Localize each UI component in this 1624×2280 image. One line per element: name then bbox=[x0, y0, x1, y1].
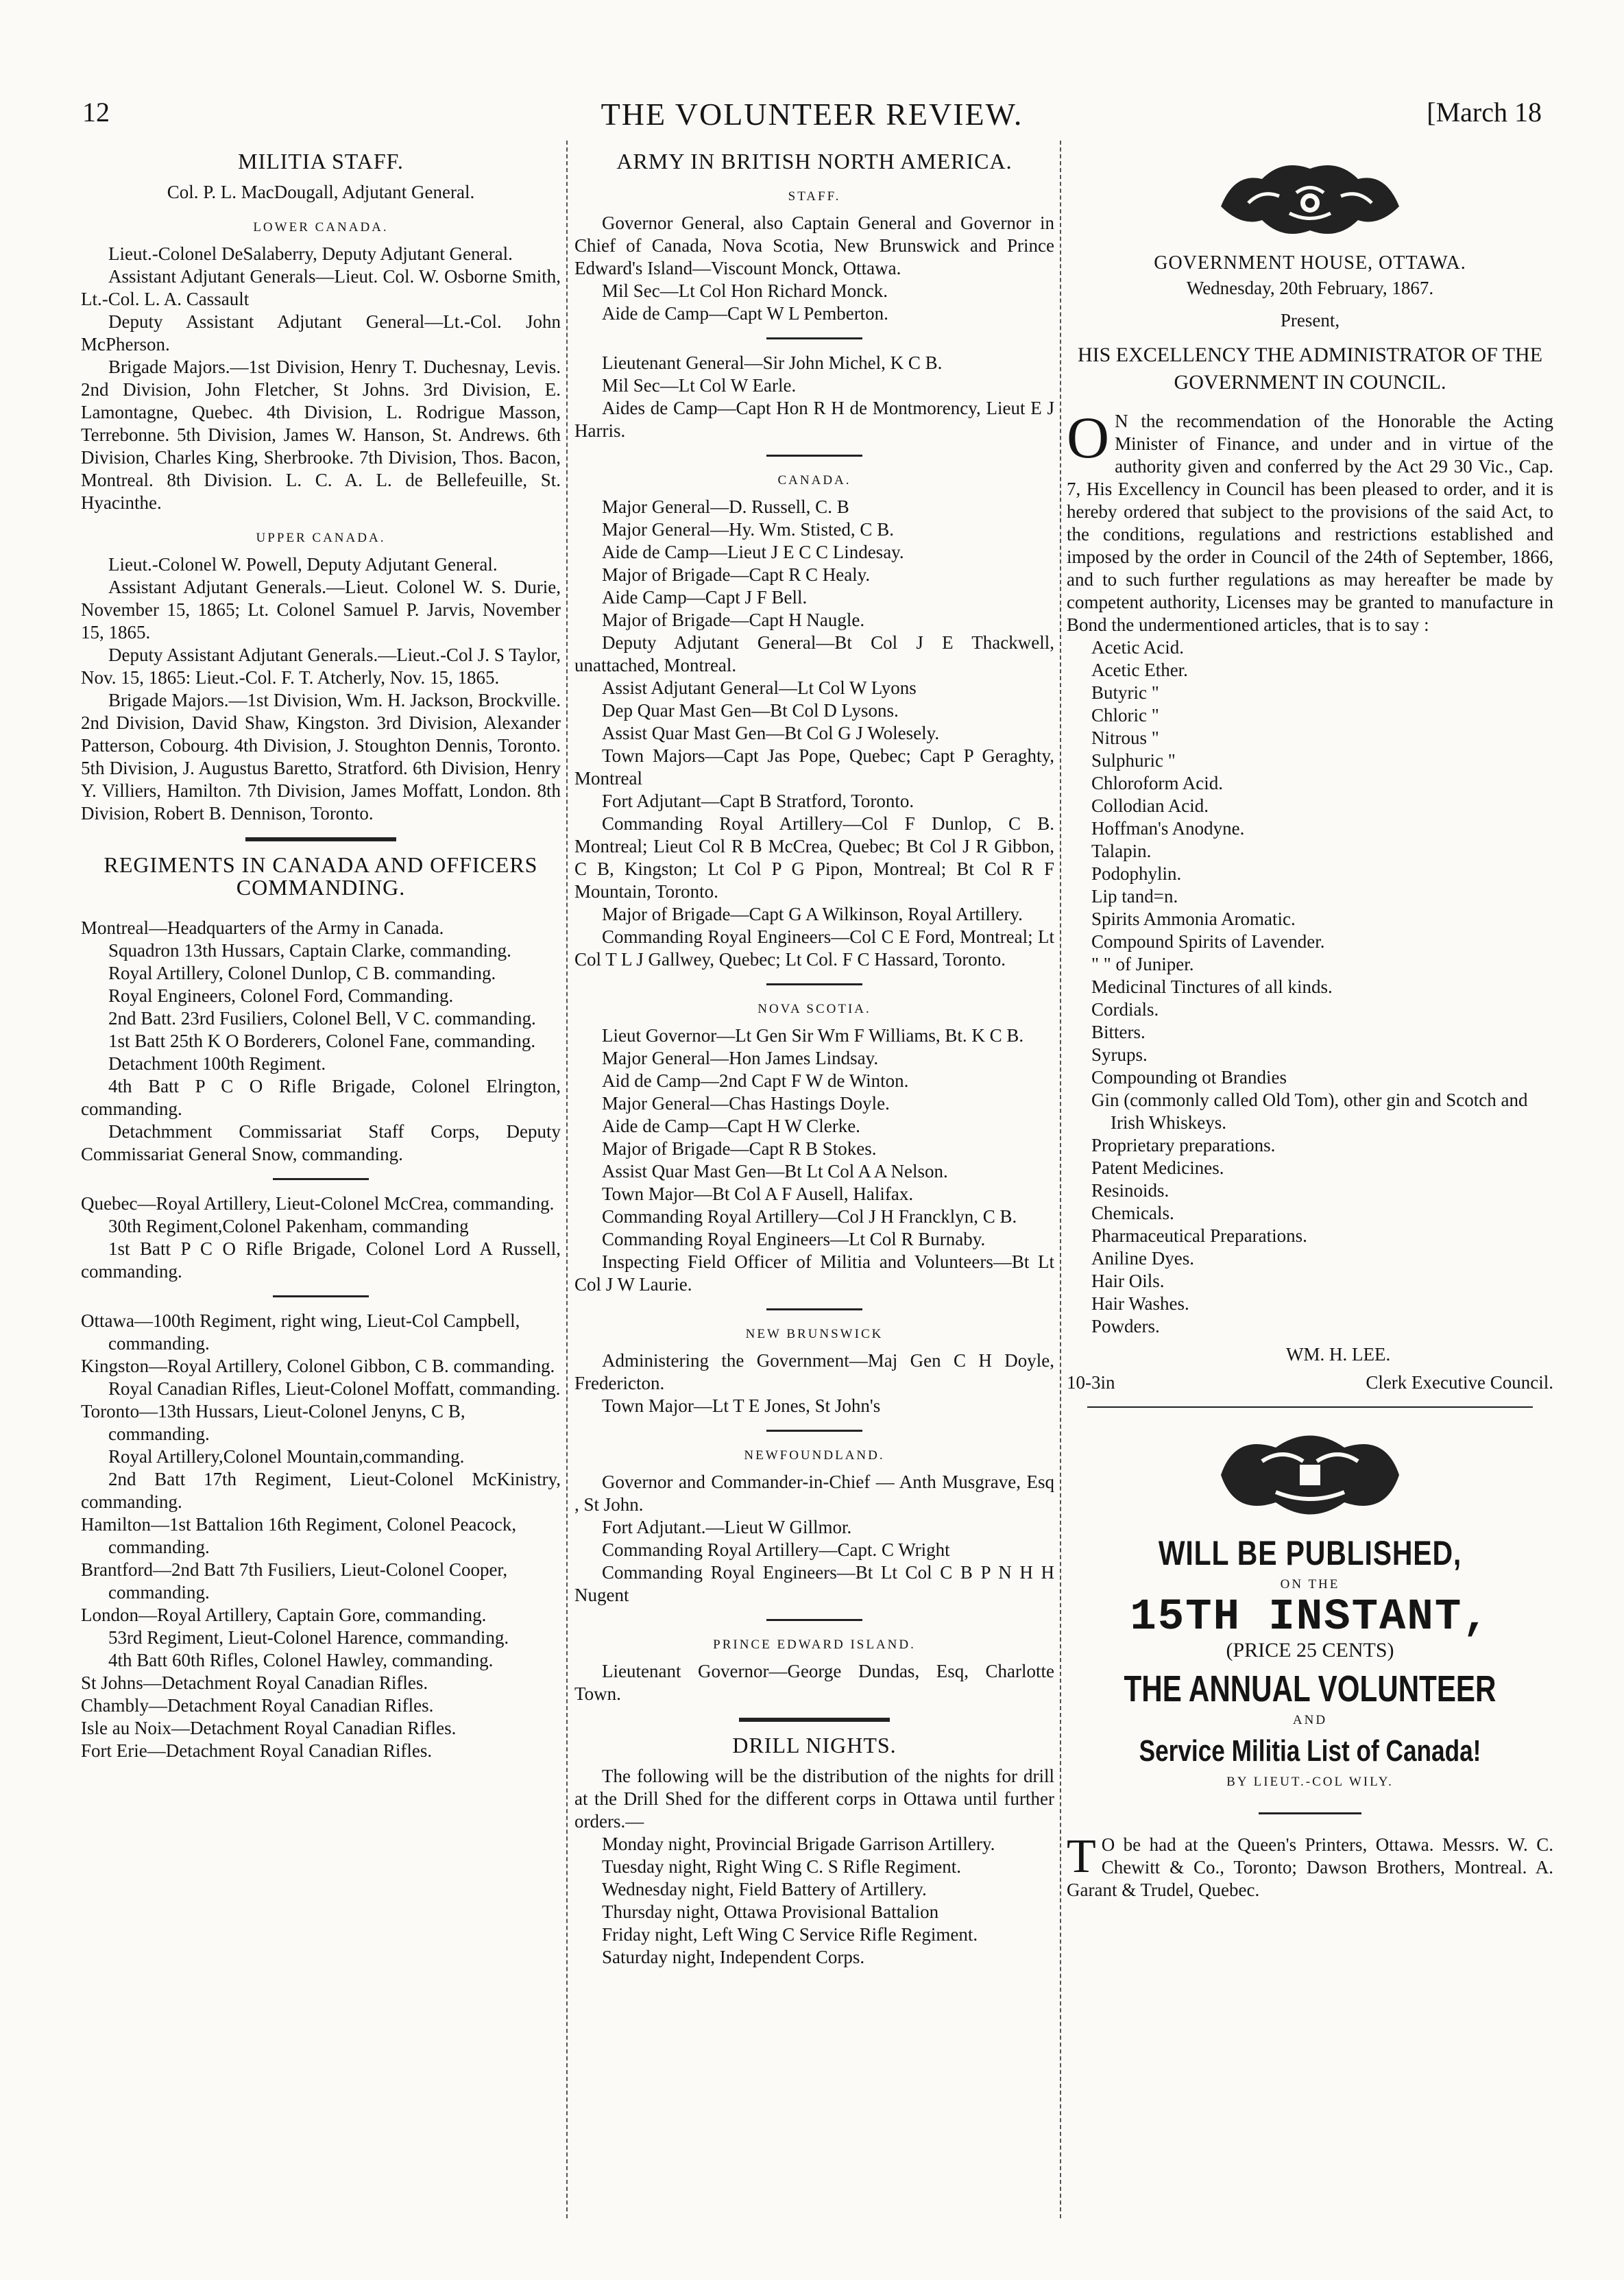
pei-list bbox=[574, 1660, 1054, 1705]
page-header bbox=[82, 96, 1542, 137]
army-entry: Commanding Royal Artillery—Col J H Francklyn, C B. bbox=[602, 1206, 1017, 1227]
army-entry: Assist Quar Mast Gen—Bt Lt Col A A Nelson. bbox=[602, 1161, 948, 1181]
army-entry: Town Major—Lt T E Jones, St John's bbox=[602, 1395, 881, 1416]
excellency-heading: HIS EXCELLENCY THE ADMINISTRATOR OF THE GOVERNMENT IN COUNCIL. bbox=[1077, 344, 1543, 394]
regiment-entry: Fort Erie—Detachment Royal Canadian Rifles. bbox=[81, 1740, 433, 1761]
licensed-article: " " of Juniper. bbox=[1091, 954, 1194, 974]
other-regiments bbox=[81, 1310, 561, 1762]
regiment-entry: Royal Engineers, Colonel Ford, Commanding. bbox=[108, 985, 454, 1006]
divider bbox=[766, 337, 862, 339]
army-entry: Governor and Commander-in-Chief — Anth Musgrave, Esq , St John. bbox=[574, 1472, 1054, 1515]
drill-entry: Tuesday night, Right Wing C. S Rifle Regiment. bbox=[602, 1856, 961, 1877]
army-entry: Lieut Governor—Lt Gen Sir Wm F Williams, Bt. K C B. bbox=[602, 1025, 1024, 1046]
column-government-notice bbox=[1067, 141, 1553, 1901]
army-entry: Deputy Adjutant General—Bt Col J E Thackwell, unattached, Montreal. bbox=[574, 632, 1054, 675]
ad-author: BY LIEUT.-COL WILY. bbox=[1226, 1775, 1394, 1789]
lower-canada-list bbox=[81, 243, 561, 514]
regiment-entry: 2nd Batt. 23rd Fusiliers, Colonel Bell, V C. commanding. bbox=[108, 1008, 536, 1029]
drill-entry: Saturday night, Independent Corps. bbox=[602, 1947, 865, 1967]
page-number: 12 bbox=[82, 97, 110, 128]
ad-price: (PRICE 25 CENTS) bbox=[1226, 1639, 1394, 1661]
staff-entry: Deputy Assistant Adjutant General—Lt.-Col. John McPherson. bbox=[81, 311, 561, 355]
licensed-article: Syrups. bbox=[1091, 1044, 1148, 1065]
regiment-entry: Kingston—Royal Artillery, Colonel Gibbon, C B. commanding. bbox=[81, 1356, 555, 1376]
army-entry: Aides de Camp—Capt Hon R H de Montmorency, Lieut E J Harris. bbox=[574, 398, 1054, 441]
subsection-heading: NEW BRUNSWICK bbox=[745, 1327, 884, 1341]
licensed-article: Patent Medicines. bbox=[1091, 1157, 1224, 1178]
divider bbox=[1259, 1812, 1361, 1814]
licensed-article: Collodian Acid. bbox=[1091, 795, 1209, 816]
army-entry: Lieutenant General—Sir John Michel, K C B. bbox=[602, 352, 943, 373]
licensed-article: Compound Spirits of Lavender. bbox=[1091, 931, 1325, 952]
adjutant-general: Col. P. L. MacDougall, Adjutant General. bbox=[167, 182, 475, 202]
army-entry: Aide Camp—Capt J F Bell. bbox=[602, 587, 808, 608]
staff-entry: Brigade Majors.—1st Division, Henry T. Duchesnay, Levis. 2nd Division, John Fletcher, St Johns. 3rd Division, E. Lamontagne, Quebec. 4th Division, L. Rodrigue Masson, Terrebonne. 5th Division, James W. Hanson, St. Andrews. 6th Division, Charles King, Sherbrooke. 7th Division, Thos. Bacon, Montreal. 8th Division. L. C. A. L. de Bellefeuille, St. Hyacinthe. bbox=[81, 357, 561, 513]
ad-service-militia: Service Militia List of Canada! bbox=[1139, 1734, 1481, 1768]
regiment-entry: 1st Batt 25th K O Borderers, Colonel Fane, commanding. bbox=[108, 1031, 536, 1051]
army-entry: Lieutenant Governor—George Dundas, Esq, Charlotte Town. bbox=[574, 1661, 1054, 1704]
quebec-regiments bbox=[81, 1192, 561, 1283]
army-entry: Commanding Royal Artillery—Capt. C Wright bbox=[602, 1539, 950, 1560]
divider bbox=[245, 837, 396, 841]
drill-entry: Wednesday night, Field Battery of Artillery. bbox=[602, 1879, 927, 1899]
regiment-entry: Toronto—13th Hussars, Lieut-Colonel Jenyns, C B, commanding. bbox=[81, 1401, 465, 1444]
licensed-article: Medicinal Tinctures of all kinds. bbox=[1091, 976, 1333, 997]
licensed-article: Compounding ot Brandies bbox=[1091, 1067, 1287, 1088]
divider bbox=[766, 1308, 862, 1310]
section-title: REGIMENTS IN CANADA AND OFFICERS COMMANDING. bbox=[104, 852, 538, 900]
newfoundland-list bbox=[574, 1471, 1054, 1607]
subsection-heading: UPPER CANADA. bbox=[256, 531, 386, 545]
newspaper-title: THE VOLUNTEER REVIEW. bbox=[601, 97, 1023, 132]
licensed-article: Spirits Ammonia Aromatic. bbox=[1091, 909, 1296, 929]
subsection-heading: NOVA SCOTIA. bbox=[758, 1002, 871, 1016]
divider bbox=[1087, 1406, 1533, 1408]
army-entry: Town Major—Bt Col A F Ausell, Halifax. bbox=[602, 1184, 914, 1204]
ad-headline: WILL BE PUBLISHED, bbox=[1158, 1534, 1462, 1572]
divider bbox=[766, 455, 862, 457]
notice-date: Wednesday, 20th February, 1867. bbox=[1186, 278, 1434, 298]
divider bbox=[766, 1430, 862, 1432]
divider bbox=[273, 1295, 369, 1297]
new-brunswick-list bbox=[574, 1349, 1054, 1417]
divider bbox=[739, 1718, 890, 1722]
regiment-entry: 2nd Batt 17th Regiment, Lieut-Colonel McKinistry, commanding. bbox=[81, 1469, 561, 1512]
licensed-article: Pharmaceutical Preparations. bbox=[1091, 1225, 1307, 1246]
licensed-article: Bitters. bbox=[1091, 1022, 1146, 1042]
regiment-entry: Chambly—Detachment Royal Canadian Rifles. bbox=[81, 1695, 434, 1716]
army-entry: Mil Sec—Lt Col W Earle. bbox=[602, 375, 797, 396]
ad-and: AND bbox=[1292, 1713, 1328, 1727]
army-entry: Major General—Hon James Lindsay. bbox=[602, 1048, 879, 1068]
regiment-entry: Isle au Noix—Detachment Royal Canadian Rifles. bbox=[81, 1718, 457, 1738]
licensed-article: Sulphuric " bbox=[1091, 750, 1176, 771]
royal-coat-of-arms-icon bbox=[1207, 145, 1413, 248]
divider bbox=[273, 1178, 369, 1180]
army-entry: Aide de Camp—Lieut J E C C Lindesay. bbox=[602, 542, 904, 562]
licensed-article: Hair Washes. bbox=[1091, 1293, 1189, 1314]
army-entry: Assist Adjutant General—Lt Col W Lyons bbox=[602, 677, 917, 698]
regiment-entry: Detachmment Commissariat Staff Corps, Deputy Commissariat General Snow, commanding. bbox=[81, 1121, 561, 1164]
army-entry: Major of Brigade—Capt G A Wilkinson, Royal Artillery. bbox=[602, 904, 1023, 924]
section-title: ARMY IN BRITISH NORTH AMERICA. bbox=[616, 149, 1013, 173]
drop-cap: T bbox=[1067, 1830, 1096, 1883]
licensed-article: Lip tand=n. bbox=[1091, 886, 1178, 907]
subsection-heading: LOWER CANADA. bbox=[253, 220, 389, 235]
ad-annual-volunteer: THE ANNUAL VOLUNTEER bbox=[1124, 1668, 1496, 1709]
licensed-article: Acetic Ether. bbox=[1091, 660, 1188, 680]
army-entry: Major of Brigade—Capt H Naugle. bbox=[602, 610, 865, 630]
column-divider bbox=[566, 141, 568, 2218]
column-army bbox=[574, 141, 1054, 1969]
licensed-article: Proprietary preparations. bbox=[1091, 1135, 1276, 1155]
licensed-article: Talapin. bbox=[1091, 841, 1152, 861]
licensed-articles-list bbox=[1067, 636, 1553, 1338]
staff-entry: Assistant Adjutant Generals.—Lieut. Colonel W. S. Durie, November 15, 1865; Lt. Colonel Samuel P. Jarvis, November 15, 1865. bbox=[81, 577, 561, 643]
section-title: MILITIA STAFF. bbox=[238, 149, 404, 173]
army-entry: Mil Sec—Lt Col Hon Richard Monck. bbox=[602, 280, 888, 301]
army-entry: Dep Quar Mast Gen—Bt Col D Lysons. bbox=[602, 700, 899, 721]
drill-entry: Friday night, Left Wing C Service Rifle Regiment. bbox=[602, 1924, 978, 1945]
canada-list bbox=[574, 496, 1054, 971]
ad-on-the: ON THE bbox=[1280, 1577, 1340, 1592]
army-entry: Administering the Government—Maj Gen C H Doyle, Fredericton. bbox=[574, 1350, 1054, 1393]
subsection-heading: PRINCE EDWARD ISLAND. bbox=[713, 1637, 916, 1652]
army-entry: Commanding Royal Engineers—Col C E Ford, Montreal; Lt Col T L J Gallwey, Quebec; Lt Col. F C Hassard, Toronto. bbox=[574, 926, 1054, 970]
licensed-article: Chloric " bbox=[1091, 705, 1159, 725]
licensed-article: Hoffman's Anodyne. bbox=[1091, 818, 1245, 839]
staff-entry: Assistant Adjutant Generals—Lieut. Col. W. Osborne Smith, Lt.-Col. L. A. Cassault bbox=[81, 266, 561, 309]
present-label: Present, bbox=[1280, 310, 1340, 331]
staff-entry: Deputy Assistant Adjutant Generals.—Lieut.-Col J. S Taylor, Nov. 15, 1865: Lieut.-Col. F. T. Atcherly, Nov. 15, 1865. bbox=[81, 645, 561, 688]
signature-footer bbox=[1067, 1371, 1553, 1394]
licensed-article: Gin (commonly called Old Tom), other gin and Scotch and Irish Whiskeys. bbox=[1091, 1090, 1528, 1133]
army-entry: Fort Adjutant—Capt B Stratford, Toronto. bbox=[602, 791, 914, 811]
regiment-entry: 30th Regiment,Colonel Pakenham, commanding bbox=[108, 1216, 469, 1236]
army-entry: Aide de Camp—Capt H W Clerke. bbox=[602, 1116, 860, 1136]
army-entry: Assist Quar Mast Gen—Bt Col G J Wolesely. bbox=[602, 723, 940, 743]
army-entry: Commanding Royal Engineers—Lt Col R Burnaby. bbox=[602, 1229, 986, 1249]
regiment-entry: Hamilton—1st Battalion 16th Regiment, Colonel Peacock, commanding. bbox=[81, 1514, 517, 1557]
regiment-entry: London—Royal Artillery, Captain Gore, commanding. bbox=[81, 1605, 487, 1625]
licensed-article: Aniline Dyes. bbox=[1091, 1248, 1194, 1269]
army-entry: Major of Brigade—Capt R B Stokes. bbox=[602, 1138, 877, 1159]
regiment-entry: Squadron 13th Hussars, Captain Clarke, commanding. bbox=[108, 940, 511, 961]
regiment-entry: Brantford—2nd Batt 7th Fusiliers, Lieut-Colonel Cooper, commanding. bbox=[81, 1559, 508, 1603]
army-entry: Governor General, also Captain General and Governor in Chief of Canada, Nova Scotia, New Brunswick and Prince Edward's Island—Viscount Monck, Ottawa. bbox=[574, 213, 1054, 278]
column-militia-staff bbox=[81, 141, 561, 1762]
signature-block bbox=[1067, 1343, 1553, 1366]
regiment-entry: 1st Batt P C O Rifle Brigade, Colonel Lord A Russell, commanding. bbox=[81, 1238, 561, 1282]
subsection-heading: CANADA. bbox=[777, 473, 851, 488]
army-entry: Major General—D. Russell, C. B bbox=[602, 496, 849, 517]
regiment-entry: Montreal—Headquarters of the Army in Canada. bbox=[81, 917, 444, 938]
regiment-entry: 4th Batt P C O Rifle Brigade, Colonel Elrington, commanding. bbox=[81, 1076, 561, 1119]
licensed-article: Cordials. bbox=[1091, 999, 1159, 1020]
licensed-article: Resinoids. bbox=[1091, 1180, 1169, 1201]
subsection-heading: NEWFOUNDLAND. bbox=[744, 1448, 885, 1463]
regiment-entry: Ottawa—100th Regiment, right wing, Lieut-Col Campbell, commanding. bbox=[81, 1310, 520, 1354]
regiment-entry: Detachment 100th Regiment. bbox=[108, 1053, 326, 1074]
section-title: DRILL NIGHTS. bbox=[732, 1733, 897, 1757]
licensed-article: Powders. bbox=[1091, 1316, 1160, 1336]
drill-entry: Monday night, Provincial Brigade Garrison Artillery. bbox=[602, 1834, 995, 1854]
ad-instant: 15TH INSTANT, bbox=[1130, 1593, 1490, 1642]
order-paragraph: O N the recommendation of the Honorable the Acting Minister of Finance, and under and in virtue of the authority given and conferred by the Act 29 30 Vic., Cap. 7, His Excellency in Council has been pleased to order, and it is hereby ordered that subject to the provisions of the said Act, to the conditions, regulations and restrictions established and imposed by the order in Council of the 24th of September, 1866, and to such further regulations as may hereafter be made by competent authority, Licenses may be granted to manufacture in Bond the undermentioned articles, that is to say : bbox=[1067, 405, 1553, 635]
government-house: GOVERNMENT HOUSE, OTTAWA. bbox=[1154, 252, 1466, 274]
army-entry: Commanding Royal Engineers—Bt Lt Col C B P N H H Nugent bbox=[574, 1562, 1054, 1605]
licensed-article: Acetic Acid. bbox=[1091, 637, 1184, 658]
staff-list bbox=[574, 212, 1054, 325]
drill-nights-list bbox=[574, 1765, 1054, 1969]
army-entry: Major General—Hy. Wm. Stisted, C B. bbox=[602, 519, 894, 540]
licensed-article: Chloroform Acid. bbox=[1091, 773, 1223, 793]
regiment-entry: St Johns—Detachment Royal Canadian Rifles. bbox=[81, 1672, 428, 1693]
army-entry: Major of Brigade—Capt R C Healy. bbox=[602, 564, 871, 585]
subsection-heading: STAFF. bbox=[788, 189, 841, 204]
reference-code: 10-3in bbox=[1067, 1372, 1115, 1393]
issue-date: [March 18 bbox=[1427, 97, 1542, 128]
regiment-entry: Royal Artillery, Colonel Dunlop, C B. commanding. bbox=[108, 963, 496, 983]
regiment-entry: 53rd Regiment, Lieut-Colonel Harence, commanding. bbox=[108, 1627, 509, 1648]
signer-name: WM. H. LEE. bbox=[1286, 1344, 1391, 1365]
staff-entry: Lieut.-Colonel DeSalaberry, Deputy Adjutant General. bbox=[108, 243, 513, 264]
army-entry: Major General—Chas Hastings Doyle. bbox=[602, 1093, 890, 1114]
drill-entry: Thursday night, Ottawa Provisional Battalion bbox=[602, 1901, 939, 1922]
column-divider bbox=[1060, 141, 1061, 2218]
crest-ornament-icon bbox=[1200, 1420, 1420, 1530]
upper-canada-list bbox=[81, 553, 561, 825]
divider bbox=[766, 983, 862, 985]
drill-entry: The following will be the distribution of the nights for drill at the Drill Shed for the different corps in Ottawa until further orders.— bbox=[574, 1766, 1054, 1832]
regiment-entry: Royal Canadian Rifles, Lieut-Colonel Moffatt, commanding. bbox=[108, 1378, 561, 1399]
regiment-entry: 4th Batt 60th Rifles, Colonel Hawley, commanding. bbox=[108, 1650, 494, 1670]
staff-entry: Brigade Majors.—1st Division, Wm. H. Jackson, Brockville. 2nd Division, David Shaw, Kingston. 3rd Division, Alexander Patterson, Cobourg. 4th Division, J. Stoughton Dennis, Toronto. 5th Division, J. Augustus Baretto, Stratford. 6th Division, Henry Y. Villiers, Hamilton. 7th Division, James Moffatt, London. 8th Division, Robert B. Dennison, Toronto. bbox=[81, 690, 561, 824]
staff-entry: Lieut.-Colonel W. Powell, Deputy Adjutant General. bbox=[108, 554, 498, 575]
licensed-article: Butyric " bbox=[1091, 682, 1159, 703]
nova-scotia-list bbox=[574, 1024, 1054, 1296]
divider bbox=[766, 1619, 862, 1621]
army-entry: Commanding Royal Artillery—Col F Dunlop, C B. Montreal; Lieut Col R B McCrea, Quebec; Bt Col J R Gibbon, C B, Kingston; Lt Col P G Pipon, Montreal; Bt Col R F Mountain, Toronto. bbox=[574, 813, 1054, 902]
army-entry: Aid de Camp—2nd Capt F W de Winton. bbox=[602, 1070, 909, 1091]
licensed-article: Chemicals. bbox=[1091, 1203, 1174, 1223]
staff-list-2 bbox=[574, 352, 1054, 442]
licensed-article: Hair Oils. bbox=[1091, 1271, 1165, 1291]
licensed-article: Podophylin. bbox=[1091, 863, 1182, 884]
clerk-title: Clerk Executive Council. bbox=[1366, 1372, 1553, 1393]
ad-availability: T O be had at the Queen's Printers, Ottawa. Messrs. W. C. Chewitt & Co., Toronto; Dawson Brothers, Montreal. A. Garant & Trudel, Quebec. bbox=[1067, 1830, 1553, 1900]
montreal-regiments bbox=[81, 917, 561, 1166]
regiment-entry: Royal Artillery,Colonel Mountain,commanding. bbox=[108, 1446, 465, 1467]
army-entry: Town Majors—Capt Jas Pope, Quebec; Capt P Geraghty, Montreal bbox=[574, 745, 1054, 789]
army-entry: Aide de Camp—Capt W L Pemberton. bbox=[602, 303, 888, 324]
army-entry: Fort Adjutant.—Lieut W Gillmor. bbox=[602, 1517, 852, 1537]
licensed-article: Nitrous " bbox=[1091, 728, 1159, 748]
drop-cap: O bbox=[1067, 405, 1110, 470]
regiment-entry: Quebec—Royal Artillery, Lieut-Colonel McCrea, commanding. bbox=[81, 1193, 555, 1214]
army-entry: Inspecting Field Officer of Militia and Volunteers—Bt Lt Col J W Laurie. bbox=[574, 1251, 1054, 1295]
